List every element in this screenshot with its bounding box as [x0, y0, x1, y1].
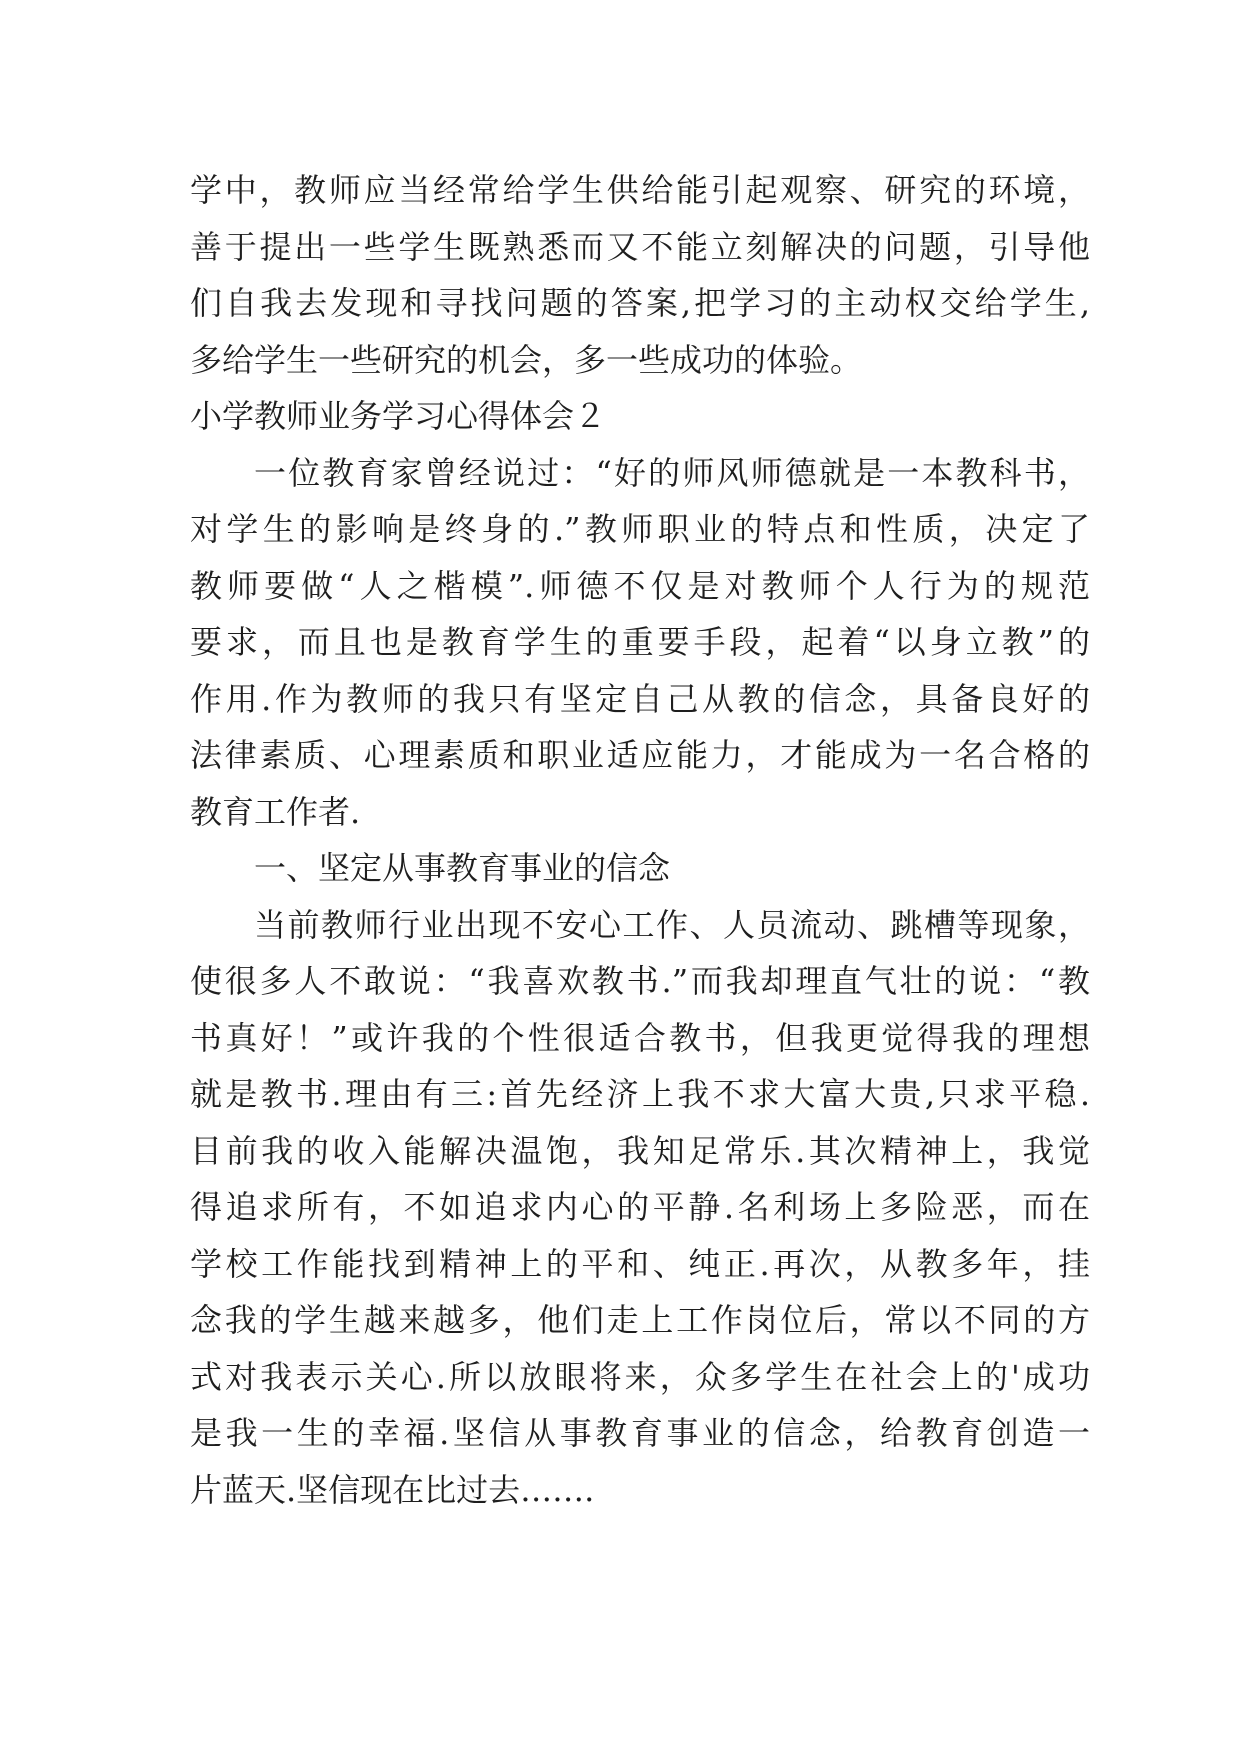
text-line: 念我的学生越来越多，他们走上工作岗位后，常以不同的方	[190, 1301, 1090, 1339]
text-line: 善于提出一些学生既熟悉而又不能立刻解决的问题，引导他	[190, 227, 1090, 266]
text-line: 片蓝天.坚信现在比过去…….	[190, 1470, 595, 1509]
text-line: 书真好！”或许我的个性很适合教书，但我更觉得我的理想	[190, 1018, 1090, 1057]
text-line: 多给学生一些研究的机会，多一些成功的体验。	[190, 340, 863, 379]
text-line: 是我一生的幸福.坚信从事教育事业的信念，给教育创造一	[190, 1414, 1090, 1452]
text-line: 式对我表示关心.所以放眼将来，众多学生在社会上的'成功	[190, 1357, 1090, 1396]
text-line: 学校工作能找到精神上的平和、纯正.再次，从教多年，挂	[190, 1244, 1090, 1283]
text-line: 要求，而且也是教育学生的重要手段，起着“以身立教”的	[190, 623, 1090, 661]
text-line: 作用.作为教师的我只有坚定自己从教的信念，具备良好的	[190, 679, 1090, 718]
text-line: 使很多人不敢说：“我喜欢教书.”而我却理直气壮的说：“教	[190, 962, 1090, 1000]
document-body	[190, 162, 1090, 1518]
text-line: 目前我的收入能解决温饱，我知足常乐.其次精神上，我觉	[190, 1131, 1090, 1170]
text-line: 当前教师行业出现不安心工作、人员流动、跳槽等现象，	[254, 905, 1090, 944]
text-line: 教师要做“人之楷模”.师德不仅是对教师个人行为的规范	[190, 566, 1090, 605]
text-line: 得追求所有，不如追求内心的平静.名利场上多险恶，而在	[190, 1188, 1090, 1226]
subheading: 一、坚定从事教育事业的信念	[254, 849, 671, 887]
section-title: 小学教师业务学习心得体会２	[190, 397, 607, 435]
text-line: 学中，教师应当经常给学生供给能引起观察、研究的环境，	[190, 171, 1090, 209]
text-line: 一位教育家曾经说过：“好的师风师德就是一本教科书，	[254, 453, 1090, 492]
text-line: 们自我去发现和寻找问题的答案,把学习的主动权交给学生,	[190, 284, 1090, 322]
text-line: 对学生的影响是终身的.”教师职业的特点和性质，决定了	[190, 510, 1090, 548]
text-line: 教育工作者.	[190, 792, 361, 831]
text-line: 就是教书.理由有三:首先经济上我不求大富大贵,只求平稳.	[190, 1075, 1090, 1113]
text-line: 法律素质、心理素质和职业适应能力，才能成为一名合格的	[190, 736, 1090, 774]
